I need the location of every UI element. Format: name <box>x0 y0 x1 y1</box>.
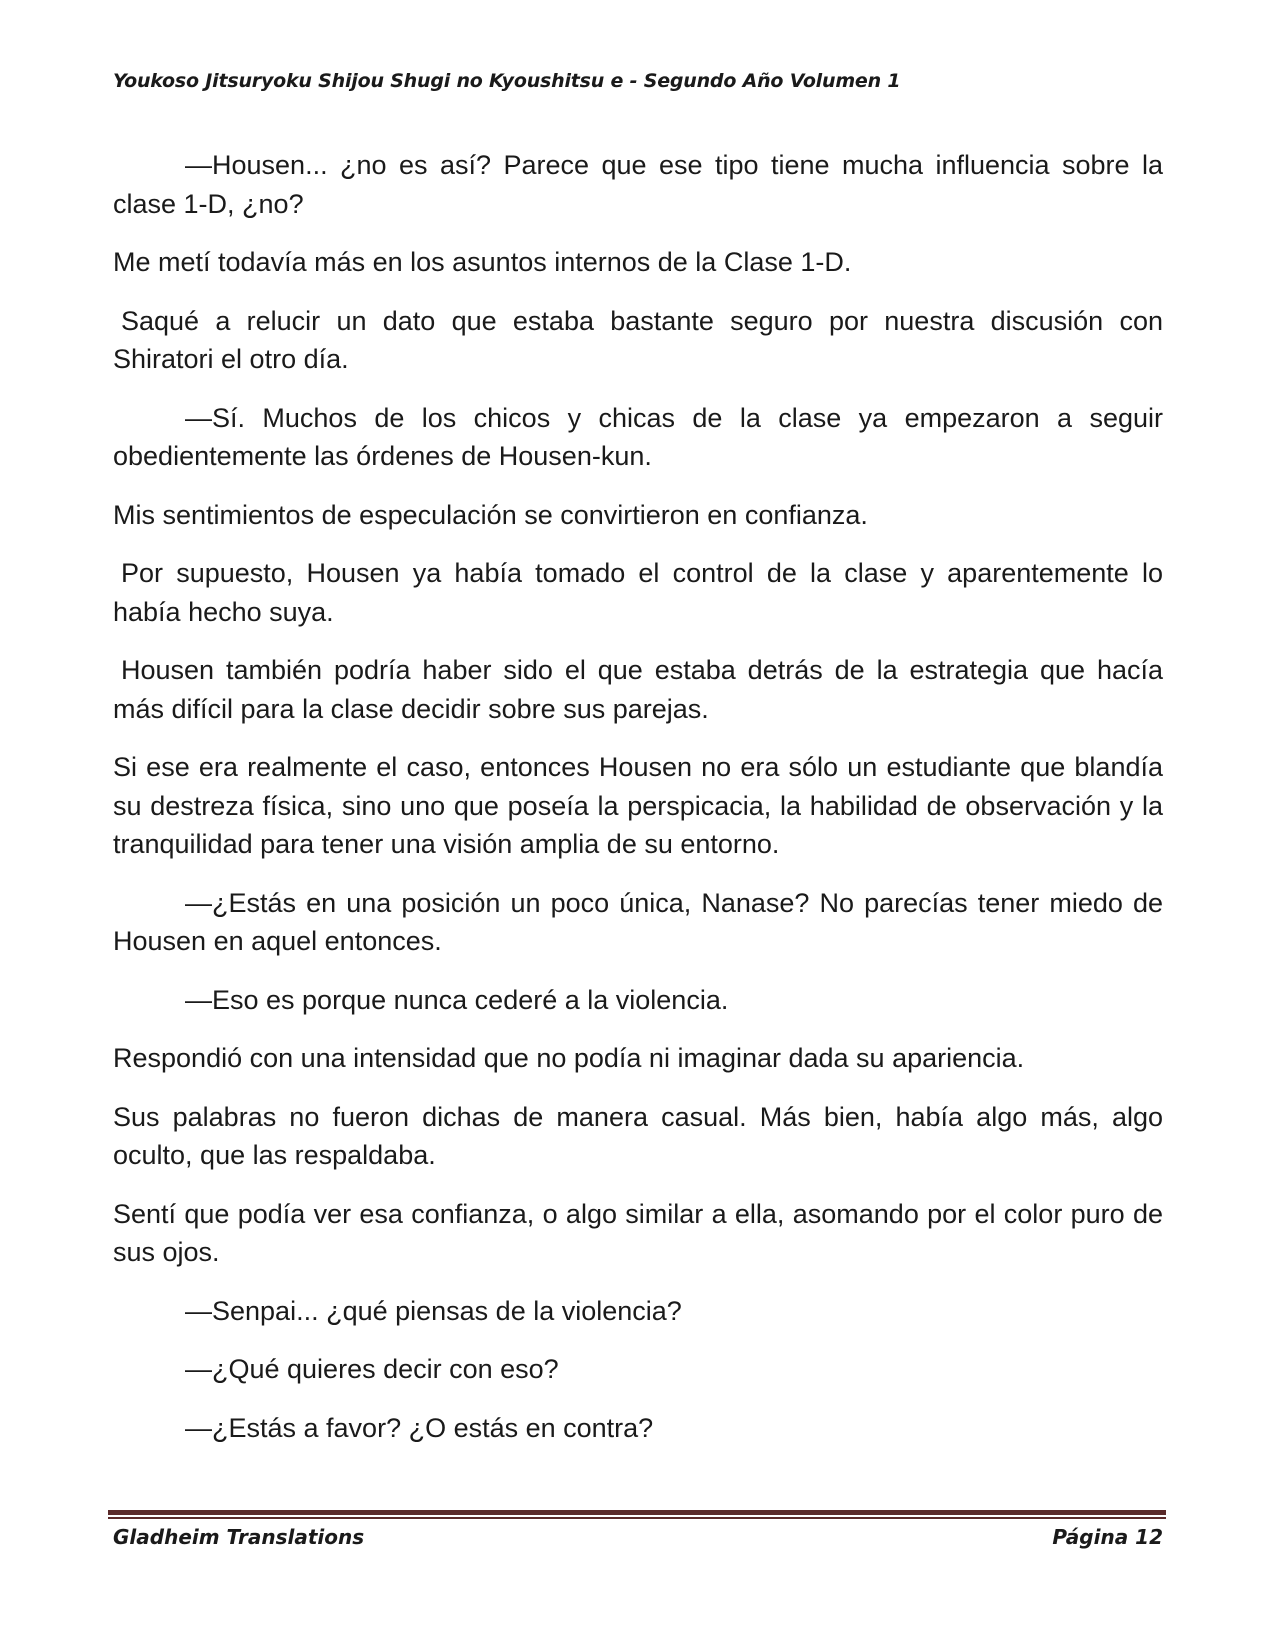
footer-divider-thin <box>108 1517 1166 1519</box>
running-header-title: Youkoso Jitsuryoku Shijou Shugi no Kyoushitsu e - Segundo Año Volumen 1 <box>113 70 901 92</box>
paragraph: Respondió con una intensidad que no podía ni imaginar dada su apariencia. <box>113 1043 1025 1073</box>
paragraph: Saqué a relucir un dato que estaba bastante seguro por nuestra discusión con Shiratori el otro día. <box>113 305 1163 374</box>
paragraph: —Eso es porque nunca cederé a la violencia. <box>185 984 729 1015</box>
footer-translator-credit: Gladheim Translations <box>113 1525 365 1549</box>
paragraph: Me metí todavía más en los asuntos internos de la Clase 1-D. <box>113 247 852 277</box>
paragraph: Mis sentimientos de especulación se convirtieron en confianza. <box>113 499 868 530</box>
footer-divider-thick <box>108 1510 1166 1515</box>
paragraph: Sus palabras no fueron dichas de manera casual. Más bien, había algo más, algo oculto, que las respaldaba. <box>113 1101 1163 1170</box>
paragraph: Sentí que podía ver esa confianza, o algo similar a ella, asomando por el color puro de sus ojos. <box>113 1198 1163 1267</box>
paragraph: —Sí. Muchos de los chicos y chicas de la clase ya empezaron a seguir obedientemente las órdenes de Housen-kun. <box>113 402 1163 471</box>
paragraph: Por supuesto, Housen ya había tomado el control de la clase y aparentemente lo había hecho suya. <box>113 558 1163 627</box>
paragraph: —¿Estás a favor? ¿O estás en contra? <box>185 1412 654 1443</box>
paragraph: —¿Estás en una posición un poco única, Nanase? No parecías tener miedo de Housen en aquel entonces. <box>113 887 1163 956</box>
paragraph: —Senpai... ¿qué piensas de la violencia? <box>185 1295 682 1326</box>
paragraph: —¿Qué quieres decir con eso? <box>185 1354 559 1384</box>
footer-divider <box>108 1510 1166 1519</box>
paragraph: Si ese era realmente el caso, entonces Housen no era sólo un estudiante que blandía su destreza física, sino uno que poseía la perspicacia, la habilidad de observación y la tranquilidad para tener una visión amplia de su entorno. <box>113 752 1163 859</box>
paragraph: Housen también podría haber sido el que estaba detrás de la estrategia que hacía más difícil para la clase decidir sobre sus parejas. <box>113 655 1163 724</box>
footer-page-number: Página 12 <box>1052 1525 1163 1549</box>
paragraph: —Housen... ¿no es así? Parece que ese tipo tiene mucha influencia sobre la clase 1-D, ¿no? <box>113 150 1163 219</box>
body-text <box>113 146 1163 1467</box>
